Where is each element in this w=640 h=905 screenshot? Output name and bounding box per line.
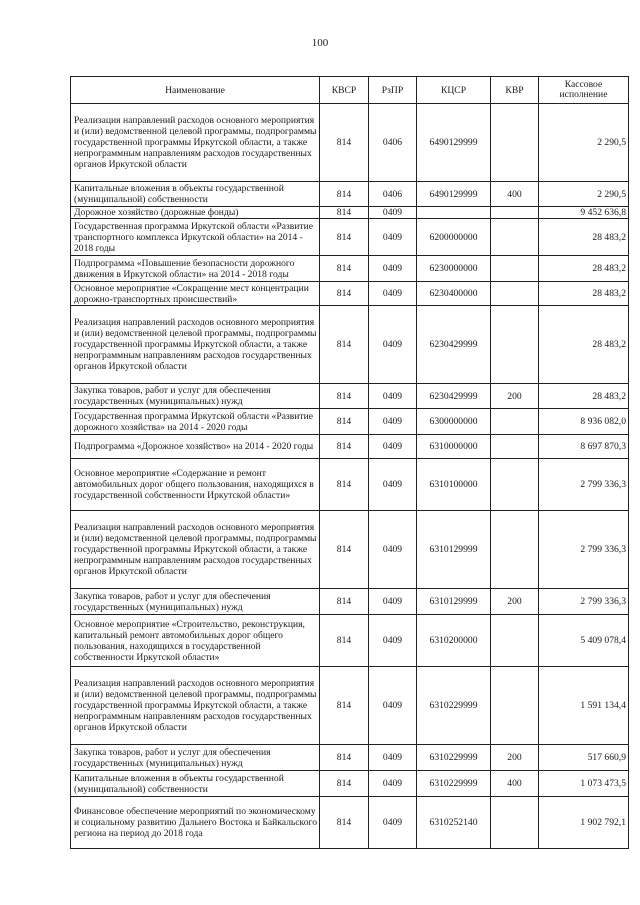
row-kvr-cell: 200 bbox=[491, 589, 539, 615]
row-name-cell: Закупка товаров, работ и услуг для обеспечения государственных (муниципальных) нужд bbox=[71, 384, 320, 409]
row-kvr-cell: 400 bbox=[491, 771, 539, 797]
row-rzpr-cell: 0409 bbox=[369, 771, 417, 797]
row-kvsr-cell: 814 bbox=[320, 182, 369, 207]
row-rzpr-cell: 0409 bbox=[369, 219, 417, 256]
table-row bbox=[71, 182, 629, 207]
row-kvr-cell bbox=[491, 615, 539, 667]
row-kvsr-cell: 814 bbox=[320, 589, 369, 615]
row-amount-cell: 2 290,5 bbox=[539, 104, 629, 182]
row-kvsr-cell: 814 bbox=[320, 306, 369, 384]
row-amount-cell: 517 660,9 bbox=[539, 745, 629, 771]
row-amount-cell: 2 290,5 bbox=[539, 182, 629, 207]
row-amount-cell: 28 483,2 bbox=[539, 282, 629, 306]
row-kvsr-cell: 814 bbox=[320, 104, 369, 182]
table-row bbox=[71, 667, 629, 745]
row-name-cell: Дорожное хозяйство (дорожные фонды) bbox=[71, 207, 320, 219]
row-rzpr-cell: 0409 bbox=[369, 667, 417, 745]
table-row bbox=[71, 435, 629, 459]
row-name-cell: Государственная программа Иркутской области «Развитие дорожного хозяйства» на 2014 - 2020 годы bbox=[71, 409, 320, 435]
row-kvsr-cell: 814 bbox=[320, 219, 369, 256]
row-kvr-cell: 200 bbox=[491, 384, 539, 409]
row-kvsr-cell: 814 bbox=[320, 409, 369, 435]
row-kvsr-cell: 814 bbox=[320, 207, 369, 219]
row-amount-cell: 28 483,2 bbox=[539, 219, 629, 256]
row-kcsr-cell: 6310229999 bbox=[417, 771, 491, 797]
row-name-cell: Закупка товаров, работ и услуг для обеспечения государственных (муниципальных) нужд bbox=[71, 589, 320, 615]
row-kvr-cell bbox=[491, 219, 539, 256]
row-kvr-cell bbox=[491, 282, 539, 306]
row-rzpr-cell: 0409 bbox=[369, 459, 417, 511]
row-kcsr-cell: 6200000000 bbox=[417, 219, 491, 256]
row-kvsr-cell: 814 bbox=[320, 797, 369, 849]
row-kvsr-cell: 814 bbox=[320, 771, 369, 797]
row-kcsr-cell: 6230429999 bbox=[417, 306, 491, 384]
page-number: 100 bbox=[311, 37, 329, 49]
row-name-cell: Закупка товаров, работ и услуг для обеспечения государственных (муниципальных) нужд bbox=[71, 745, 320, 771]
row-kvsr-cell: 814 bbox=[320, 511, 369, 589]
row-kcsr-cell: 6310100000 bbox=[417, 459, 491, 511]
table-row bbox=[71, 306, 629, 384]
row-name-cell: Подпрограмма «Дорожное хозяйство» на 2014 - 2020 годы bbox=[71, 435, 320, 459]
row-kvsr-cell: 814 bbox=[320, 256, 369, 282]
row-kvsr-cell: 814 bbox=[320, 615, 369, 667]
row-kvsr-cell: 814 bbox=[320, 282, 369, 306]
row-name-cell: Финансовое обеспечение мероприятий по экономическому и социальному развитию Дальнего Востока и Байкальского региона на период до 2018 года bbox=[71, 797, 320, 849]
table-row bbox=[71, 384, 629, 409]
row-kvr-cell bbox=[491, 459, 539, 511]
row-rzpr-cell: 0409 bbox=[369, 435, 417, 459]
row-kcsr-cell: 6310000000 bbox=[417, 435, 491, 459]
row-name-cell: Основное мероприятие «Строительство, реконструкция, капитальный ремонт автомобильных дорог общего пользования, находящихся в государственной собственности Иркутской области» bbox=[71, 615, 320, 667]
row-kvr-cell bbox=[491, 207, 539, 219]
table-row bbox=[71, 745, 629, 771]
row-kvsr-cell: 814 bbox=[320, 745, 369, 771]
table-row bbox=[71, 511, 629, 589]
row-kvr-cell: 200 bbox=[491, 745, 539, 771]
row-amount-cell: 5 409 078,4 bbox=[539, 615, 629, 667]
header-name: Наименование bbox=[71, 77, 320, 104]
header-amount: Кассовое исполнение bbox=[539, 77, 629, 104]
row-rzpr-cell: 0409 bbox=[369, 589, 417, 615]
table-row bbox=[71, 207, 629, 219]
row-amount-cell: 2 799 336,3 bbox=[539, 459, 629, 511]
row-name-cell: Основное мероприятие «Содержание и ремонт автомобильных дорог общего пользования, находящихся в государственной собственности Иркутской области» bbox=[71, 459, 320, 511]
row-kvr-cell bbox=[491, 511, 539, 589]
header-rzpr: РзПР bbox=[369, 77, 417, 104]
row-rzpr-cell: 0409 bbox=[369, 409, 417, 435]
row-amount-cell: 28 483,2 bbox=[539, 384, 629, 409]
row-amount-cell: 9 452 636,8 bbox=[539, 207, 629, 219]
row-name-cell: Основное мероприятие «Сокращение мест концентрации дорожно-транспортных происшествий» bbox=[71, 282, 320, 306]
row-amount-cell: 28 483,2 bbox=[539, 256, 629, 282]
table-row bbox=[71, 615, 629, 667]
table-row bbox=[71, 219, 629, 256]
row-rzpr-cell: 0409 bbox=[369, 384, 417, 409]
row-name-cell: Подпрограмма «Повышение безопасности дорожного движения в Иркутской области» на 2014 - 2018 годы bbox=[71, 256, 320, 282]
table-row bbox=[71, 459, 629, 511]
header-kvr: КВР bbox=[491, 77, 539, 104]
row-amount-cell: 2 799 336,3 bbox=[539, 511, 629, 589]
row-rzpr-cell: 0409 bbox=[369, 615, 417, 667]
table-header-row bbox=[71, 77, 629, 104]
row-kcsr-cell: 6300000000 bbox=[417, 409, 491, 435]
row-amount-cell: 8 936 082,0 bbox=[539, 409, 629, 435]
row-rzpr-cell: 0409 bbox=[369, 797, 417, 849]
row-rzpr-cell: 0409 bbox=[369, 511, 417, 589]
row-amount-cell: 1 902 792,1 bbox=[539, 797, 629, 849]
row-name-cell: Реализация направлений расходов основного мероприятия и (или) ведомственной целевой программы, подпрограммы государственной программы Иркутской области, а также непрограммным направлениям расходов государственных органов Иркутской области bbox=[71, 667, 320, 745]
row-kcsr-cell: 6490129999 bbox=[417, 182, 491, 207]
row-kcsr-cell bbox=[417, 207, 491, 219]
row-rzpr-cell: 0409 bbox=[369, 282, 417, 306]
table-row bbox=[71, 256, 629, 282]
row-kcsr-cell: 6310229999 bbox=[417, 667, 491, 745]
row-kcsr-cell: 6310229999 bbox=[417, 745, 491, 771]
row-amount-cell: 1 591 134,4 bbox=[539, 667, 629, 745]
budget-execution-table bbox=[70, 76, 629, 849]
table-row bbox=[71, 104, 629, 182]
row-kvr-cell bbox=[491, 256, 539, 282]
row-kcsr-cell: 6310252140 bbox=[417, 797, 491, 849]
table-row bbox=[71, 797, 629, 849]
row-kvsr-cell: 814 bbox=[320, 667, 369, 745]
row-rzpr-cell: 0409 bbox=[369, 207, 417, 219]
row-kcsr-cell: 6490129999 bbox=[417, 104, 491, 182]
row-amount-cell: 1 073 473,5 bbox=[539, 771, 629, 797]
row-amount-cell: 2 799 336,3 bbox=[539, 589, 629, 615]
row-kvr-cell bbox=[491, 797, 539, 849]
table-row bbox=[71, 589, 629, 615]
table-row bbox=[71, 409, 629, 435]
row-kvr-cell: 400 bbox=[491, 182, 539, 207]
row-kcsr-cell: 6310129999 bbox=[417, 589, 491, 615]
row-amount-cell: 8 697 870,3 bbox=[539, 435, 629, 459]
row-kvr-cell bbox=[491, 306, 539, 384]
row-kcsr-cell: 6230400000 bbox=[417, 282, 491, 306]
row-rzpr-cell: 0406 bbox=[369, 104, 417, 182]
row-name-cell: Капитальные вложения в объекты государственной (муниципальной) собственности bbox=[71, 182, 320, 207]
row-rzpr-cell: 0409 bbox=[369, 306, 417, 384]
row-kcsr-cell: 6310200000 bbox=[417, 615, 491, 667]
header-kcsr: КЦСР bbox=[417, 77, 491, 104]
table-row bbox=[71, 282, 629, 306]
row-name-cell: Государственная программа Иркутской области «Развитие транспортного комплекса Иркутской области» на 2014 - 2018 годы bbox=[71, 219, 320, 256]
row-rzpr-cell: 0409 bbox=[369, 256, 417, 282]
row-kvr-cell bbox=[491, 409, 539, 435]
row-kvsr-cell: 814 bbox=[320, 384, 369, 409]
row-name-cell: Реализация направлений расходов основного мероприятия и (или) ведомственной целевой программы, подпрограммы государственной программы Иркутской области, а также непрограммным направлениям расходов государственных органов Иркутской области bbox=[71, 104, 320, 182]
row-kcsr-cell: 6230429999 bbox=[417, 384, 491, 409]
row-name-cell: Реализация направлений расходов основного мероприятия и (или) ведомственной целевой программы, подпрограммы государственной программы Иркутской области, а также непрограммным направлениям расходов государственных органов Иркутской области bbox=[71, 511, 320, 589]
table-row bbox=[71, 771, 629, 797]
row-kvr-cell bbox=[491, 435, 539, 459]
row-kcsr-cell: 6310129999 bbox=[417, 511, 491, 589]
row-rzpr-cell: 0409 bbox=[369, 745, 417, 771]
row-rzpr-cell: 0406 bbox=[369, 182, 417, 207]
row-kvsr-cell: 814 bbox=[320, 459, 369, 511]
row-name-cell: Реализация направлений расходов основного мероприятия и (или) ведомственной целевой программы, подпрограммы государственной программы Иркутской области, а также непрограммным направлениям расходов государственных органов Иркутской области bbox=[71, 306, 320, 384]
header-kvsr: КВСР bbox=[320, 77, 369, 104]
row-amount-cell: 28 483,2 bbox=[539, 306, 629, 384]
row-kcsr-cell: 6230000000 bbox=[417, 256, 491, 282]
row-kvr-cell bbox=[491, 667, 539, 745]
row-kvr-cell bbox=[491, 104, 539, 182]
row-kvsr-cell: 814 bbox=[320, 435, 369, 459]
row-name-cell: Капитальные вложения в объекты государственной (муниципальной) собственности bbox=[71, 771, 320, 797]
